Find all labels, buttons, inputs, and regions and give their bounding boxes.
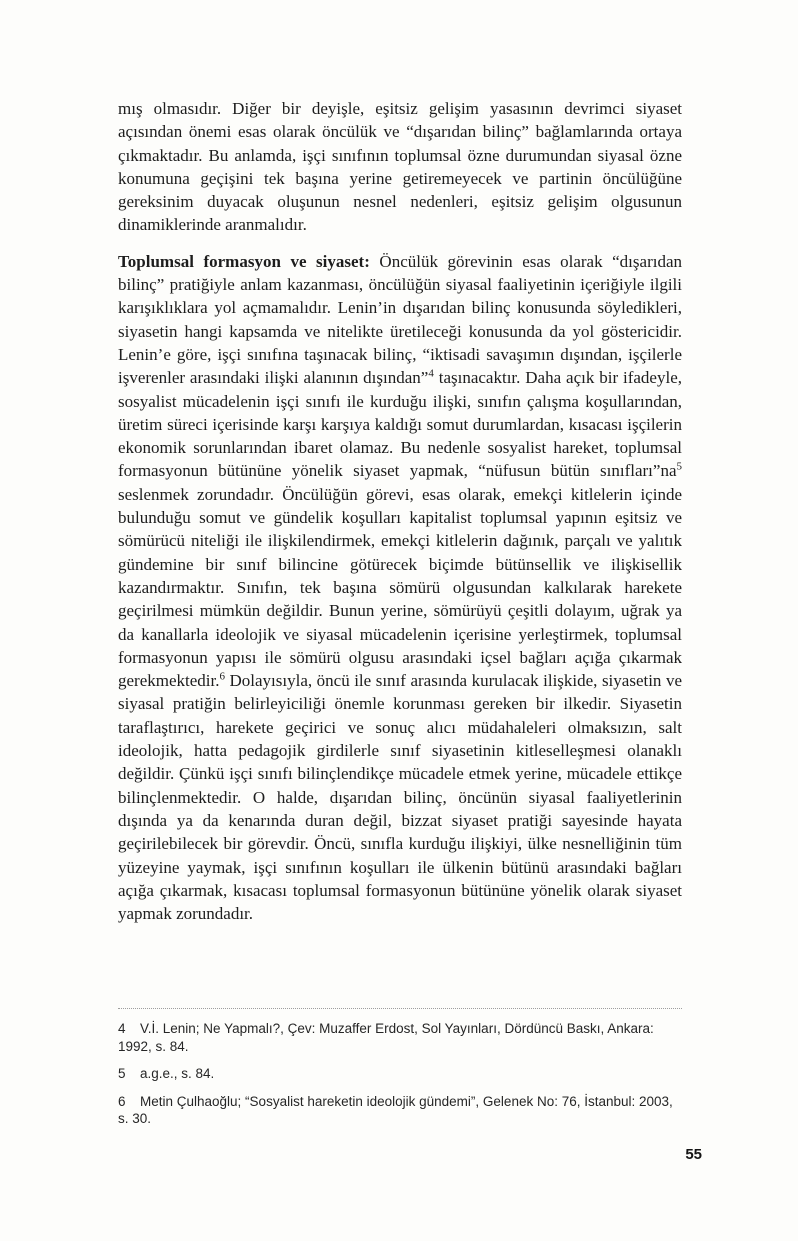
paragraph-text: taşınacaktır. Daha açık bir ifadeyle, sosyalist mücadelenin işçi sınıfı ile kurduğu ilişki, sınıfın çalışma koşullarından, üretim süreci içerisinde karşı karşıya kaldığı somut durumlardan, kısacası işçilerin ekonomik sorunlarından ibaret olamaz. Bu nedenle sosyalist hareket, toplumsal formasyonun bütününe yönelik siyaset yapmak, “nüfusun bütün sınıfları”na — [118, 368, 682, 481]
footnote-ref: 6 — [219, 670, 225, 683]
footnote-text: Metin Çulhaoğlu; “Sosyalist hareketin ideolojik gündemi”, Gelenek No: 76, İstanbul: 2003, s. 30. — [118, 1093, 673, 1127]
footnote-marker: 4 — [118, 1021, 126, 1036]
page-number: 55 — [685, 1146, 702, 1163]
footnote-marker: 5 — [118, 1066, 126, 1082]
footnote-separator — [118, 1008, 682, 1009]
body-text — [118, 97, 682, 938]
footnote-block — [118, 1008, 682, 1138]
footnotes — [118, 1020, 682, 1128]
footnote — [118, 1093, 682, 1128]
paragraph-lead-bold: Toplumsal formasyon ve siyaset: — [118, 251, 370, 271]
paragraph-text: Öncülük görevinin esas olarak “dışarıdan bilinç” pratiğiyle anlam kazanması, öncülüğün siyasal faaliyetinin içeriğiyle ilgili karışıklıklara yol açmamalıdır. Lenin’in dışarıdan bilinç konusunda söyledikleri, siyasetin hangi kapsamda ve nitelikte üretileceği konusunda da yol göstericidir. Lenin’e göre, işçi sınıfına taşınacak bilinç, “iktisadi savaşımın dışından, işçilerle işverenler arasındaki ilişki alanının dışından” — [118, 251, 682, 388]
footnote — [118, 1020, 682, 1055]
paragraph — [118, 250, 682, 926]
footnote-text: V.İ. Lenin; Ne Yapmalı?, Çev: Muzaffer Erdost, Sol Yayınları, Dördüncü Baskı, Ankara: 1992, s. 84. — [118, 1021, 654, 1054]
paragraph-text: seslenmek zorundadır. Öncülüğün görevi, esas olarak, emekçi kitlelerin içinde bulunduğu somut ve gündelik koşulları kapitalist toplumsal yapının eşitsiz ve sömürücü niteliği ile ilişkilendirmek, emekçi kitlelerin dağınık, parçalı ve yalıtık gündemine bir sınıf bilincine götürecek biçimde bütünsellik ve ilişkisellik kazandırmaktır. Sınıfın, tek başına sömürü olgusundan kalkılarak harekete geçirilmesi mümkün değildir. Bunun yerine, sömürüyü çeşitli dolayım, uğrak ya da kanallarla ideolojik ve siyasal mücadelenin içerisine yerleştirmek, toplumsal formasyonun yapısı ile sömürü olgusu arasındaki içsel bağları açığa çıkarmak gerekmektedir. — [118, 484, 682, 691]
footnote-ref: 4 — [428, 367, 434, 380]
footnote — [118, 1065, 682, 1083]
footnote-marker: 6 — [118, 1093, 126, 1109]
paragraph-text: Dolayısıyla, öncü ile sınıf arasında kurulacak ilişkide, siyasetin ve siyasal pratiğin belirleyiciliği önemle korunması gereken bir ilkedir. Siyasetin taraflaştırıcı, harekete geçirici ve sonuç alıcı müdahaleleri olmaksızın, salt ideolojik, hatta pedagojik girdilerle sınıf siyasetinin kitleselleşmesi olanaklı değildir. Çünkü işçi sınıfı bilinçlendikçe mücadele etmek yerine, mücadele ettikçe bilinçlenmektedir. O halde, dışarıdan bilinç, öncünün siyasal faaliyetlerinin dışında ya da kenarında duran değil, bizzat siyaset pratiği sayesinde hayata geçirilebilecek bir görevdir. Öncü, sınıfla kurduğu ilişkiyi, ülke nesnelliğinin tüm yüzeyine yaymak, işçi sınıfının koşulları ile ülkenin bütünü arasındaki bağları açığa çıkarmak, kısacası toplumsal formasyonun bütününe yönelik olarak siyaset yapmak zorundadır. — [118, 671, 682, 924]
paragraph-text: mış olmasıdır. Diğer bir deyişle, eşitsiz gelişim yasasının devrimci siyaset açısından önemi esas olarak öncülük ve “dışarıdan bilinç” bağlamlarında ortaya çıkmaktadır. Bu anlamda, işçi sınıfının toplumsal özne durumundan siyasal özne konumuna geçişini tek başına yerine getiremeyecek ve partinin öncülüğüne gereksinim duyacak oluşunun nesnel nedenleri, eşitsiz gelişim olgusunun dinamiklerinde aranmalıdır. — [118, 99, 682, 235]
paragraph — [118, 97, 682, 237]
footnote-text: a.g.e., s. 84. — [140, 1066, 215, 1082]
footnote-ref: 5 — [676, 460, 682, 473]
